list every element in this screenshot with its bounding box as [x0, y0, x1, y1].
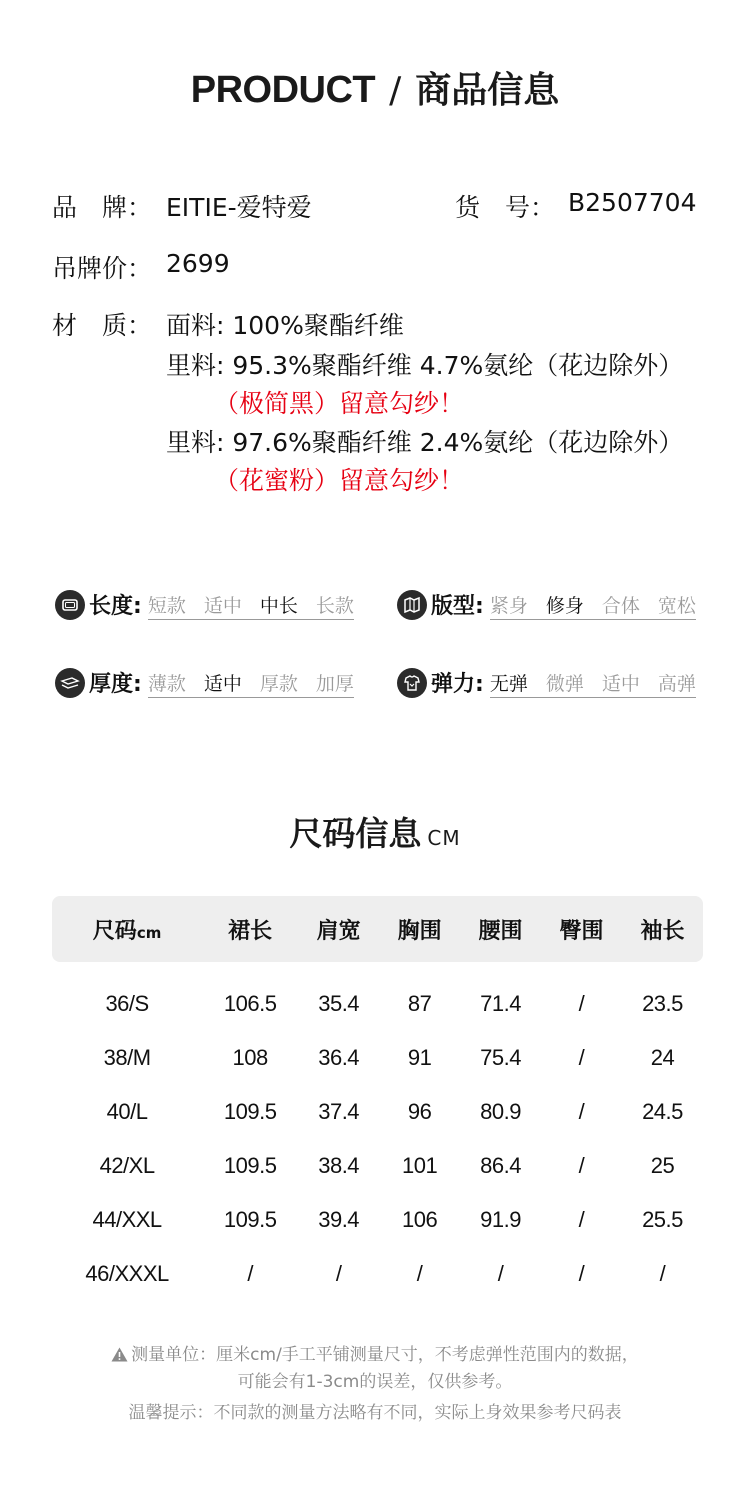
size-table-header — [52, 896, 703, 962]
attribute-options — [148, 595, 354, 620]
option: 适中 — [203, 595, 242, 617]
table-cell: 44/XXL — [92, 1207, 162, 1232]
table-cell: 46/XXXL — [85, 1261, 169, 1286]
table-cell: 96 — [407, 1099, 432, 1124]
table-cell: / — [578, 1153, 585, 1178]
attribute-label: 长度: — [89, 594, 142, 619]
table-cell: 86.4 — [480, 1153, 521, 1178]
table-cell: 38/M — [103, 1045, 151, 1070]
header-size-unit: cm — [136, 923, 162, 942]
table-cell: 42/XL — [99, 1153, 155, 1178]
option: 加厚 — [315, 673, 354, 695]
table-cell: 108 — [232, 1045, 268, 1070]
table-row — [52, 1139, 703, 1193]
size-table — [52, 896, 703, 1301]
table-cell: 75.4 — [480, 1045, 521, 1070]
table-row — [52, 1193, 703, 1247]
attribute-thickness — [55, 667, 354, 698]
length-icon — [55, 590, 85, 620]
table-row — [52, 962, 703, 1031]
title-separator: / — [389, 70, 402, 111]
table-cell: 80.9 — [480, 1099, 521, 1124]
table-cell: / — [578, 991, 585, 1016]
table-cell: / — [247, 1261, 253, 1286]
table-cell: 40/L — [106, 1099, 148, 1124]
sku-label: 货 号： — [455, 193, 556, 222]
attribute-options — [148, 673, 354, 698]
header-cell: 臀围 — [559, 918, 604, 944]
price-label: 吊牌价： — [52, 254, 153, 283]
warning-icon — [111, 1347, 128, 1362]
attribute-options — [490, 595, 696, 620]
table-row — [52, 1085, 703, 1139]
option: 紧身 — [489, 595, 528, 617]
table-row — [52, 1247, 703, 1301]
title-en: PRODUCT — [190, 69, 376, 111]
table-cell: 87 — [407, 991, 432, 1016]
table-cell: / — [578, 1045, 585, 1070]
table-cell: 36.4 — [318, 1045, 360, 1070]
option: 合体 — [601, 595, 640, 617]
attribute-label: 厚度: — [89, 672, 142, 697]
table-cell: 91.9 — [480, 1207, 521, 1232]
page-title — [0, 62, 750, 113]
table-row — [52, 1031, 703, 1085]
attribute-label: 版型: — [431, 594, 484, 619]
option: 高弹 — [657, 673, 696, 695]
table-cell: 109.5 — [223, 1207, 277, 1232]
brand-value: EITIE-爱特爱 — [166, 193, 312, 222]
option-selected: 中长 — [259, 595, 298, 617]
table-cell: / — [578, 1261, 585, 1286]
table-cell: 39.4 — [318, 1207, 360, 1232]
thickness-icon — [55, 668, 85, 698]
table-cell: / — [416, 1261, 423, 1286]
attribute-options — [490, 673, 696, 698]
table-cell: 25.5 — [642, 1207, 683, 1232]
material-warning: （花蜜粉）留意勾纱！ — [214, 466, 465, 495]
table-cell: 91 — [407, 1045, 432, 1070]
header-cell: 肩宽 — [316, 918, 361, 944]
sku-value: B2507704 — [568, 188, 697, 217]
elasticity-icon — [397, 668, 427, 698]
option: 适中 — [601, 673, 640, 695]
table-cell: 106.5 — [223, 991, 277, 1016]
material-line: 里料: 95.3%聚酯纤维 4.7%氨纶（花边除外） — [166, 351, 684, 380]
header-cell: 裙长 — [228, 918, 273, 944]
option-selected: 无弹 — [489, 673, 528, 695]
table-cell: 35.4 — [318, 991, 360, 1016]
option: 微弹 — [545, 673, 584, 695]
table-cell: 24.5 — [642, 1099, 683, 1124]
table-cell: 101 — [401, 1153, 438, 1178]
option: 宽松 — [657, 595, 696, 617]
table-cell: 38.4 — [318, 1153, 360, 1178]
header-size-label: 尺码 — [92, 918, 137, 944]
table-cell: 71.4 — [480, 991, 521, 1016]
note-tip: 温馨提示：不同款的测量方法略有不同，实际上身效果参考尺码表 — [128, 1403, 622, 1423]
note-line: 测量单位：厘米cm/手工平铺测量尺寸，不考虑弹性范围内的数据， — [131, 1345, 639, 1365]
header-cell: 袖长 — [640, 918, 685, 944]
table-cell: 109.5 — [223, 1153, 277, 1178]
table-cell: 36/S — [105, 991, 149, 1016]
table-cell: 24 — [650, 1045, 675, 1070]
table-cell: 25 — [650, 1153, 675, 1178]
table-cell: / — [659, 1261, 666, 1286]
table-cell: 37.4 — [318, 1099, 360, 1124]
table-cell: 106 — [401, 1207, 438, 1232]
option: 薄款 — [147, 673, 186, 695]
brand-label: 品 牌： — [52, 193, 153, 222]
table-cell: / — [497, 1261, 504, 1286]
material-line: 里料: 97.6%聚酯纤维 2.4%氨纶（花边除外） — [166, 428, 684, 457]
size-title-unit: CM — [427, 826, 461, 850]
attribute-length — [55, 589, 354, 620]
attribute-fit — [397, 589, 696, 620]
header-size — [52, 896, 202, 962]
size-title-text: 尺码信息 — [289, 814, 422, 853]
price-value: 2699 — [166, 249, 230, 278]
header-cell: 胸围 — [397, 918, 442, 944]
table-cell: / — [335, 1261, 342, 1286]
table-cell: 109.5 — [223, 1099, 277, 1124]
option-selected: 修身 — [545, 595, 584, 617]
table-cell: / — [578, 1099, 585, 1124]
table-cell: / — [578, 1207, 585, 1232]
option: 长款 — [315, 595, 354, 617]
header-cell: 腰围 — [478, 918, 523, 944]
option: 短款 — [147, 595, 186, 617]
material-warning: （极简黑）留意勾纱！ — [214, 389, 465, 418]
note-line: 可能会有1-3cm的误差，仅供参考。 — [237, 1372, 513, 1392]
brand-row — [52, 188, 152, 224]
title-cn: 商品信息 — [415, 70, 560, 111]
attribute-elasticity — [397, 667, 696, 698]
fit-icon — [397, 590, 427, 620]
material-line: 面料: 100%聚酯纤维 — [166, 311, 404, 340]
attribute-label: 弹力: — [431, 672, 484, 697]
option: 厚款 — [259, 673, 298, 695]
option-selected: 适中 — [203, 673, 242, 695]
material-label: 材 质： — [52, 311, 153, 340]
size-section-title — [0, 808, 750, 855]
table-cell: 23.5 — [642, 991, 683, 1016]
measurement-note — [0, 1340, 750, 1365]
